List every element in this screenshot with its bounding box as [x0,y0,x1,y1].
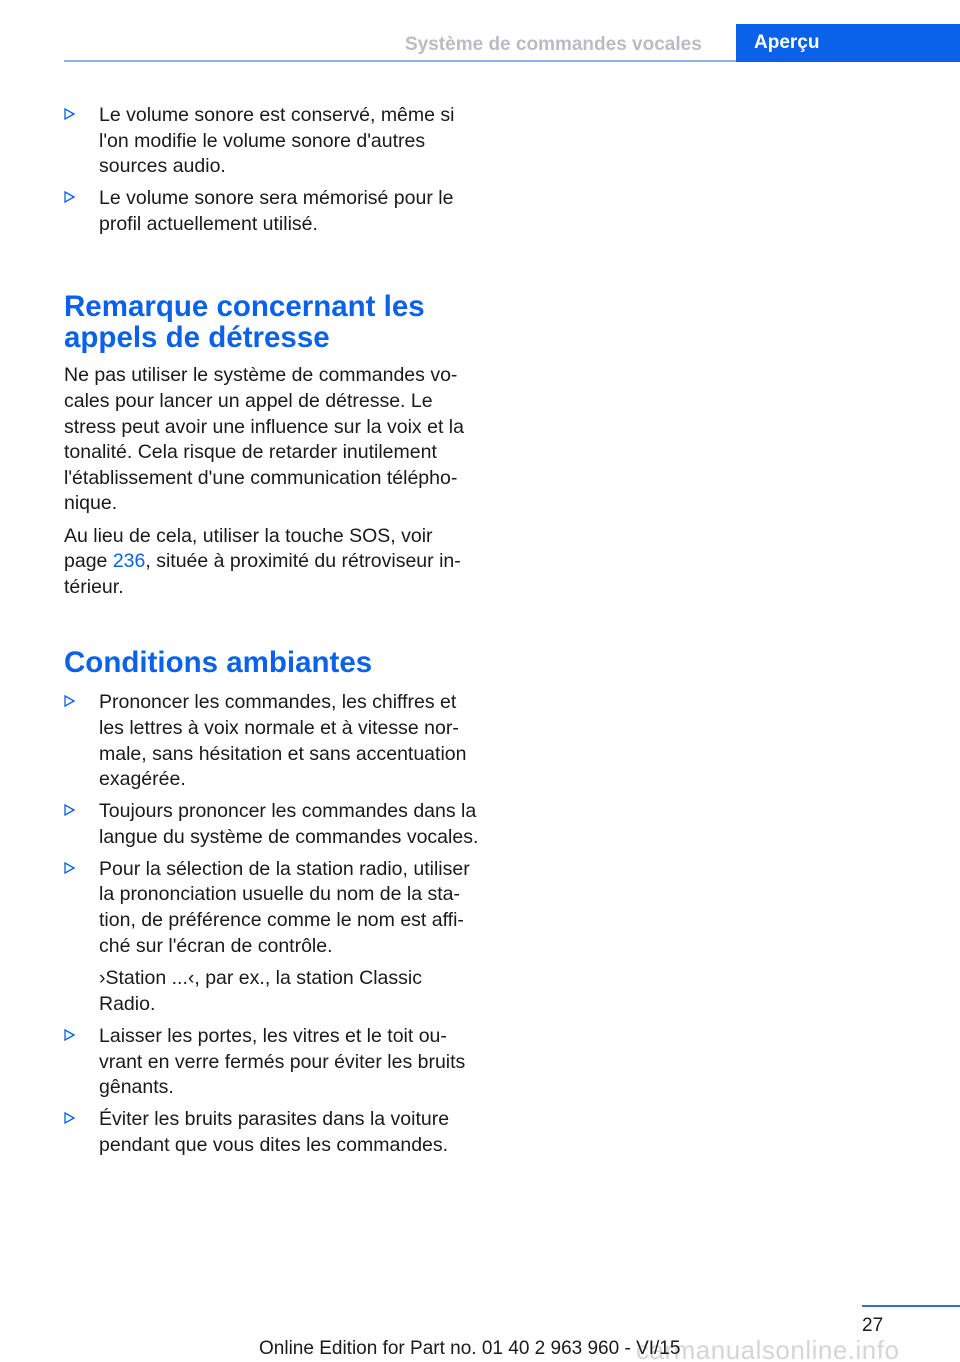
emergency-sos-paragraph [64,524,480,601]
triangle-bullet-icon [64,804,75,816]
list-item [64,799,480,850]
list-item [64,857,480,1018]
triangle-bullet-icon [64,695,75,707]
main-content [64,103,480,1165]
site-watermark: carmanualsonline.info [636,1335,900,1362]
list-item [64,186,480,237]
edition-footer: Online Edition for Part no. 01 40 2 963 960 - VI/15 [259,1338,681,1359]
radio-station-example: ›Station ...‹, par ex., la station Classic Radio. [99,967,422,1015]
section-heading-conditions: Conditions ambiantes [64,646,373,680]
running-header-chapter-tab: Aperçu [736,24,960,62]
list-item [64,690,480,792]
running-header-section: Système de commandes vocales [405,34,702,55]
paragraph-text: , située à proximité du rétroviseur intérieur. [64,550,461,598]
list-item [64,1107,480,1158]
header-divider [64,60,736,62]
triangle-bullet-icon [64,862,75,874]
list-item-text: Laisser les portes, les vitres et le toit ouvrant en verre fermés pour éviter les bruits gênants. [99,1024,466,1099]
list-item-text: Pour la sélection de la station radio, utiliser la prononciation usuelle du nom de la station, de préférence comme le nom est affiché sur l'écran de contrôle. [99,857,470,957]
paragraph-text: Au lieu de cela, utiliser la touche SOS, voir page [64,524,433,573]
list-item-text: Prononcer les commandes, les chiffres et les lettres à voix normale et à vitesse normale, sans hésitation et sans accentuation exagérée. [99,691,467,791]
list-item [64,1024,480,1101]
footer-divider [862,1305,960,1307]
intro-bullet-list [64,103,480,237]
list-item-text: Le volume sonore est conservé, même si l'on modifie le volume sonore d'autres sources audio. [99,104,455,178]
page-reference-link[interactable]: 236 [112,550,146,573]
list-item-text: Toujours prononcer les commandes dans la langue du système de commandes vocales. [99,800,479,848]
section-heading-emergency: Remarque concernant les appels de détresse [64,290,425,355]
triangle-bullet-icon [64,108,75,120]
triangle-bullet-icon [64,191,75,203]
list-item-text: Éviter les bruits parasites dans la voiture pendant que vous dites les commandes. [99,1108,450,1156]
triangle-bullet-icon [64,1112,75,1124]
conditions-bullet-list [64,690,480,1158]
triangle-bullet-icon [64,1029,75,1041]
list-item-text: Le volume sonore sera mémorisé pour le profil actuellement utilisé. [99,187,454,235]
list-item [64,103,480,180]
emergency-paragraph: Ne pas utiliser le système de commandes vocales pour lancer un appel de détresse. Le stress peut avoir une influence sur la voix et la tonalité. Cela risque de retarder inutilement l'établissement d'une communication téléphonique. [64,364,464,515]
page-number: 27 [862,1315,884,1336]
